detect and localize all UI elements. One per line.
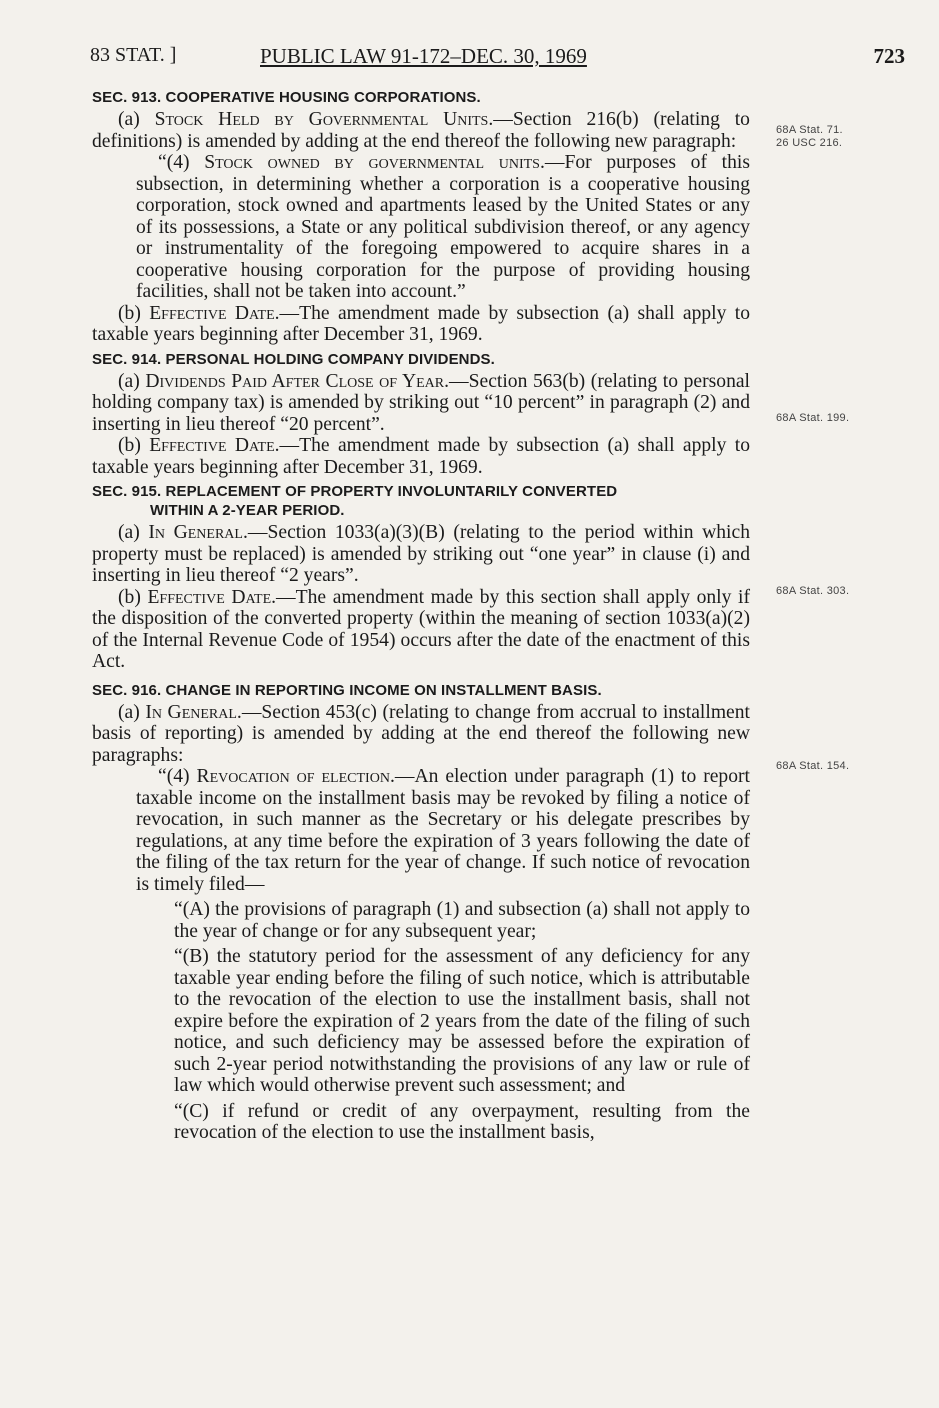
section-916-clause-a: “(A) the provisions of paragraph (1) and subsection (a) shall not apply to the year of change or for any subsequent year; bbox=[174, 899, 750, 942]
page-number: 723 bbox=[873, 44, 905, 68]
section-913-a: (a) Stock Held by Governmental Units.—Section 216(b) (relating to definitions) is amended by adding at the end thereof the following new paragraph: bbox=[92, 109, 750, 152]
running-header bbox=[90, 44, 905, 76]
section-913-b: (b) Effective Date.—The amendment made by subsection (a) shall apply to taxable years beginning after December 31, 1969. bbox=[92, 302, 750, 345]
statute-volume: 83 STAT. ] bbox=[90, 44, 177, 66]
section-916-clause-c: “(C) if refund or credit of any overpayment, resulting from the revocation of the election to use the installment basis, bbox=[174, 1100, 750, 1143]
section-914-b: (b) Effective Date.—The amendment made by subsection (a) shall apply to taxable years beginning after December 31, 1969. bbox=[92, 435, 750, 478]
margin-note-26-usc-216: 26 USC 216. bbox=[776, 137, 843, 149]
section-916-clause-b: “(B) the statutory period for the assessment of any deficiency for any taxable year ending before the filing of such notice, which is attributable to the revocation of the election to use the installment basis, shall not expire before the expiration of 2 years from the date of the filing of such notice, and such deficiency may be assessed before the expiration of such 2-year period notwithstanding the provisions of any law or rule of law which would otherwise prevent such assessment; and bbox=[174, 946, 750, 1096]
margin-note-68a-stat-71: 68A Stat. 71. bbox=[776, 124, 843, 136]
margin-note-68a-stat-303: 68A Stat. 303. bbox=[776, 585, 850, 597]
main-text bbox=[92, 86, 750, 1144]
section-915-b: (b) Effective Date.—The amendment made by this section shall apply only if the disposition of the converted property (within the meaning of section 1033(a)(2) of the Internal Revenue Code of 1954) occurs after the date of the enactment of this Act. bbox=[92, 586, 750, 672]
margin-note-68a-stat-154: 68A Stat. 154. bbox=[776, 760, 850, 772]
section-913-paragraph-4: “(4) Stock owned by governmental units.—For purposes of this subsection, in determining whether a corporation is a cooperative housing corporation, stock owned and apartments leased by the United States or any of its possessions, a State or any political subdivision thereof, or any agency or instrumentality of the foregoing empowered to acquire shares in a cooperative housing corporation for the purpose of providing housing facilities, shall not be taken into account.” bbox=[136, 152, 750, 302]
section-913-heading: SEC. 913. COOPERATIVE HOUSING CORPORATIONS. bbox=[92, 89, 481, 106]
section-915-a: (a) In General.—Section 1033(a)(3)(B) (relating to the period within which property must be replaced) is amended by striking out “one year” in clause (i) and inserting in lieu thereof “2 years”. bbox=[92, 522, 750, 586]
public-law-title: PUBLIC LAW 91-172–DEC. 30, 1969 bbox=[260, 44, 587, 68]
section-916-paragraph-4: “(4) Revocation of election.—An election under paragraph (1) to report taxable income on the installment basis may be revoked by filing a notice of revocation, in such manner as the Secretary or his delegate prescribes by regulations, at any time before the expiration of 3 years following the date of the filing of the tax return for the year of change. If such notice of revocation is timely filed— bbox=[136, 766, 750, 895]
section-914-a: (a) Dividends Paid After Close of Year.—Section 563(b) (relating to personal holding company tax) is amended by striking out “10 percent” in paragraph (2) and inserting in lieu thereof “20 percent”. bbox=[92, 370, 751, 435]
section-914-heading: SEC. 914. PERSONAL HOLDING COMPANY DIVIDENDS. bbox=[92, 350, 495, 368]
margin-note-68a-stat-199: 68A Stat. 199. bbox=[776, 412, 850, 424]
section-916-a: (a) In General.—Section 453(c) (relating to change from accrual to installment basis of reporting) is amended by adding at the end thereof the following new paragraphs: bbox=[92, 701, 750, 766]
section-916-heading: SEC. 916. CHANGE IN REPORTING INCOME ON INSTALLMENT BASIS. bbox=[92, 681, 602, 699]
section-915-heading: SEC. 915. REPLACEMENT OF PROPERTY INVOLUNTARILY CONVERTED WITHIN A 2-YEAR PERIOD. bbox=[92, 483, 618, 519]
